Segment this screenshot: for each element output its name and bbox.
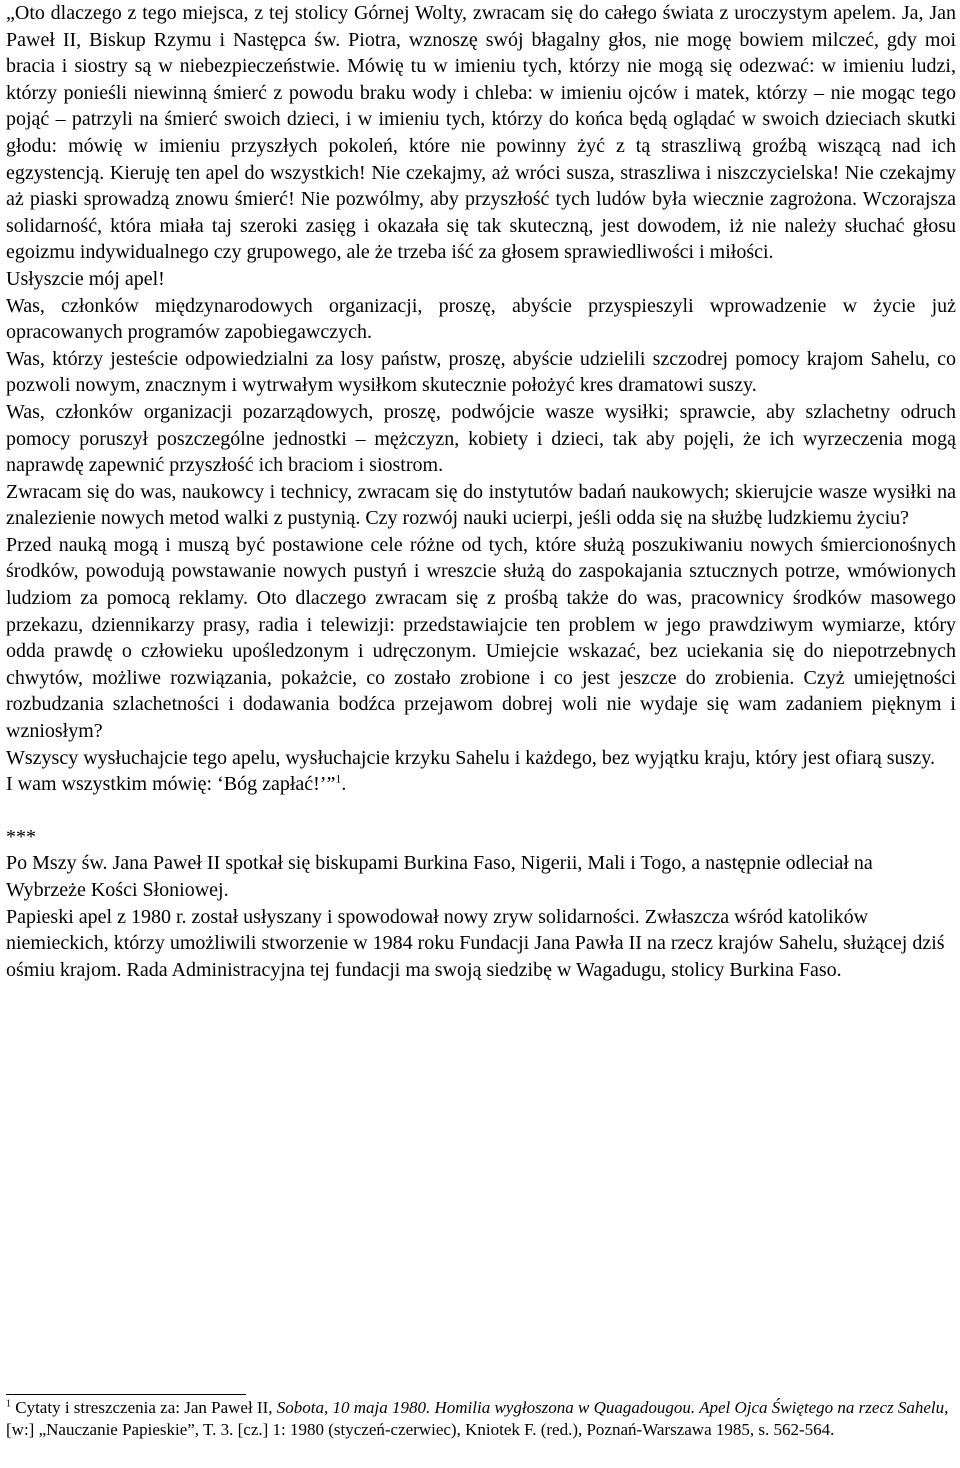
appeal-paragraph-5: Was, członków organizacji pozarządowych, proszę, podwójcie wasze wysiłki; sprawcie, aby szlachetny odruch pomocy poruszył poszczególne jednostki – mężczyzn, kobiety i dzieci, tak aby pojęli, że ich wyrzeczenia mogą naprawdę zapewnić przyszłość ich braciom i siostrom. [6, 400, 956, 477]
closing-period: . [341, 773, 347, 796]
footnote [6, 1397, 956, 1441]
closing-line [6, 771, 956, 798]
after-paragraph-2: Papieski apel z 1980 r. został usłyszany i spowodował nowy zryw solidarności. Zwłaszcza wśród katolików niemieckich, którzy umożliwili stworzenie w 1984 roku Fundacji Jana Pawła II na rzecz krajów Sahelu, służącej dziś ośmiu krajom. Rada Administracyjna tej fundacji ma swoją siedzibę w Wagadugu, stolicy Burkina Faso. [6, 905, 945, 981]
closing-text: I wam wszystkim mówię: ‘Bóg zapłać!’” [6, 773, 336, 796]
appeal-paragraph-1: „Oto dlaczego z tego miejsca, z tej stolicy Górnej Wolty, zwracam się do całego świata z uroczystym apelem. Ja, Jan Paweł II, Biskup Rzymu i Następca św. Piotra, wznoszę swój błagalny głos, nie mogę bowiem milczeć, gdy moi bracia i siostry są w niebezpieczeństwie. Mówię tu w imieniu tych, którzy nie mogą się odezwać: w imieniu ludzi, którzy ponieśli niewinną śmierć z powodu braku wody i chleba: w imieniu ojców i matek, którzy – nie mogąc tego pojąć – patrzyli na śmierć swoich dzieci, i w imieniu tych, którzy do końca będą oglądać w swoich dzieciach skutki głodu: mówię w imieniu przyszłych pokoleń, które nie powinny żyć z tą straszliwą groźbą wiszącą nad ich egzystencją. Kieruję ten apel do wszystkich! Nie czekajmy, aż wróci susza, straszliwa i niszczycielska! Nie czekajmy aż piaski sprowadzą znowu śmierć! Nie pozwólmy, aby przyszłość tych ludów była wiecznie zagrożona. Wczorajsza solidarność, która miała taj szeroki zasięg i okazała się tak skuteczną, jest dowodem, iż nie należy słuchać głosu egoizmu indywidualnego czy grupowego, ale że trzeba iść za głosem sprawiedliwości i miłości. [6, 2, 956, 264]
appeal-paragraph-7: Przed nauką mogą i muszą być postawione cele różne od tych, które służą poszukiwaniu nowych śmiercionośnych środków, powodują powstawanie nowych pustyń i wreszcie służą do zaspokajania sztucznych potrze, wmówionych ludziom za pomocą reklamy. Oto dlaczego zwracam się z prośbą także do was, pracownicy środków masowego przekazu, dziennikarzy prasy, radia i telewizji: przedstawiajcie ten problem w jego prawdziwym wymiarze, który odda prawdę o człowieku upośledzonym i udręczonym. Umiejcie wskazać, bez uciekania się do niepotrzebnych chwytów, możliwe rozwiązania, pokażcie, co zostało zrobione i co jest jeszcze do zrobienia. Czyż umiejętności rozbudzania szlachetności i dodawania bodźca przejawom dobrej woli nie wydaje się wam zadaniem pięknym i wzniosłym? [6, 533, 956, 743]
footnote-number: 1 [6, 1398, 11, 1410]
appeal-paragraph-3: Was, członków międzynarodowych organizacji, proszę, abyście przyspieszyli wprowadzenie w życie już opracowanych programów zapobiegawczych. [6, 294, 956, 344]
footnote-separator [6, 1394, 246, 1395]
footnote-italic-title: Sobota, 10 maja 1980. Homilia wygłoszona w Quagadougou. Apel Ojca Świętego na rzecz Sahelu [276, 1398, 945, 1417]
after-paragraph-1: Po Mszy św. Jana Paweł II spotkał się biskupami Burkina Faso, Nigerii, Mali i Togo, a następnie odleciał na Wybrzeże Kości Słoniowej. [6, 852, 873, 901]
appeal-paragraph-2: Usłyszcie mój apel! [6, 267, 165, 290]
footnote-text-end: , [w:] „Nauczanie Papieskie”, T. 3. [cz.] 1: 1980 (styczeń-czerwiec), Kniotek F. (red.), Poznań-Warszawa 1985, s. 562-564. [6, 1398, 949, 1439]
appeal-paragraph-4: Was, którzy jesteście odpowiedzialni za losy państw, proszę, abyście udzielili szczodrej pomocy krajom Sahelu, co pozwoli nowym, znacznym i wytrwałym wysiłkom skutecznie położyć kres dramatowi suszy. [6, 347, 956, 397]
footnote-text-start: Cytaty i streszczenia za: Jan Paweł II, [11, 1398, 277, 1417]
document-page [6, 0, 956, 983]
appeal-paragraph-6: Zwracam się do was, naukowcy i technicy, zwracam się do instytutów badań naukowych; skierujcie wasze wysiłki na znalezienie nowych metod walki z pustynią. Czy rozwój nauki ucierpi, jeśli odda się na służbę ludzkiemu życiu? [6, 480, 956, 530]
appeal-paragraph-8: Wszyscy wysłuchajcie tego apelu, wysłuchajcie krzyku Sahelu i każdego, bez wyjątku kraju, który jest ofiarą suszy. [6, 746, 935, 769]
section-separator: *** [6, 825, 36, 848]
footnote-reference[interactable]: 1 [335, 771, 342, 786]
